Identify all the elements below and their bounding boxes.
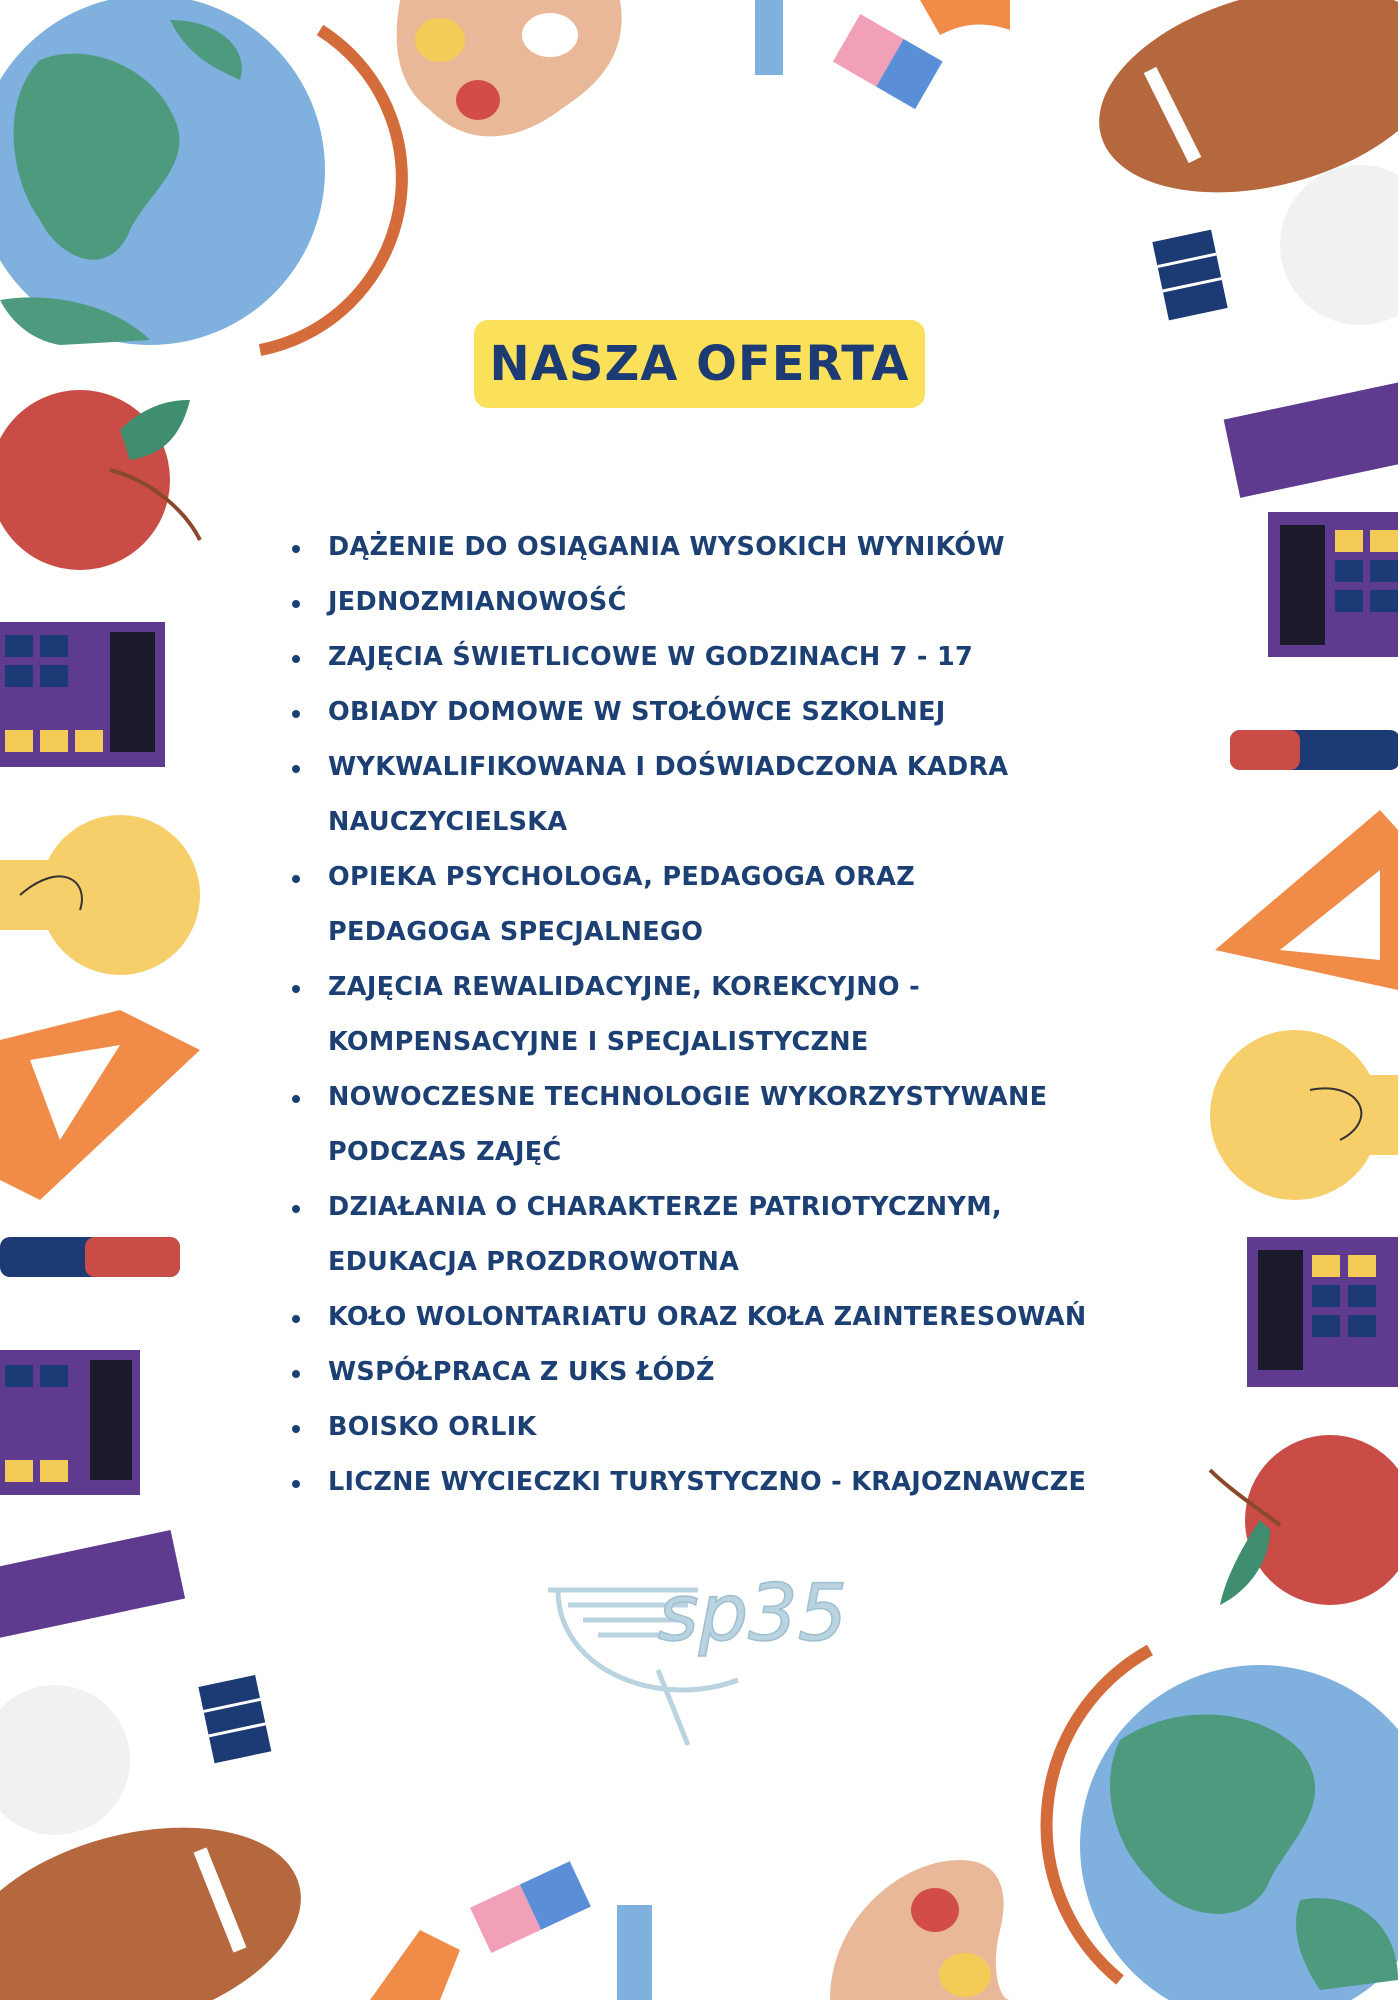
offer-item — [292, 630, 1142, 685]
offer-item-text-continued: KOMPENSACYJNE I SPECJALISTYCZNE — [328, 1027, 869, 1057]
offer-item-text-continued: NAUCZYCIELSKA — [328, 807, 568, 837]
bullet-icon — [292, 600, 300, 608]
lightbulb-icon — [0, 815, 200, 975]
offer-item — [292, 1400, 1142, 1455]
offer-item-text: DZIAŁANIA O CHARAKTERZE PATRIOTYCZNYM, — [328, 1192, 1002, 1222]
bullet-icon — [292, 655, 300, 663]
bullet-icon — [292, 545, 300, 553]
apple-icon — [0, 390, 200, 570]
binder-clip-icon — [1152, 230, 1227, 321]
bullet-icon — [292, 1095, 300, 1103]
offer-item — [292, 740, 1142, 850]
bullet-icon — [292, 765, 300, 773]
offer-item-text: DĄŻENIE DO OSIĄGANIA WYSOKICH WYNIKÓW — [328, 532, 1005, 562]
offer-item — [292, 850, 1142, 960]
palette-icon — [397, 0, 622, 136]
globe-icon — [1047, 1650, 1398, 2000]
school-logo-text: sp35 — [658, 1569, 848, 1659]
protractor-icon — [0, 1010, 200, 1200]
calculator-icon — [0, 1350, 140, 1495]
offer-item — [292, 575, 1142, 630]
protractor-icon — [370, 1930, 460, 2000]
title-banner — [474, 320, 925, 408]
offer-item-text: OPIEKA PSYCHOLOGA, PEDAGOGA ORAZ — [328, 862, 916, 892]
lightbulb-icon — [1210, 1030, 1398, 1200]
bullet-icon — [292, 1370, 300, 1378]
offer-item — [292, 1455, 1142, 1510]
baseball-icon — [0, 1685, 130, 1835]
page-title: NASZA OFERTA — [489, 336, 910, 392]
globe-icon — [0, 0, 402, 350]
protractor-icon — [920, 0, 1010, 35]
offer-item — [292, 1180, 1142, 1290]
bullet-icon — [292, 1425, 300, 1433]
calculator-icon — [1268, 512, 1398, 657]
offer-item — [292, 520, 1142, 575]
offer-item — [292, 685, 1142, 740]
offer-item-text: ZAJĘCIA ŚWIETLICOWE W GODZINACH 7 - 17 — [328, 642, 974, 672]
offer-item-text: LICZNE WYCIECZKI TURYSTYCZNO - KRAJOZNAWCZE — [328, 1467, 1087, 1497]
protractor-icon — [1215, 810, 1398, 990]
offer-item-text: JEDNOZMIANOWOŚĆ — [328, 587, 627, 617]
calculator-icon — [1247, 1237, 1398, 1387]
offer-item-text: ZAJĘCIA REWALIDACYJNE, KOREKCYJNO - — [328, 972, 920, 1002]
offer-item-text: WSPÓŁPRACA Z UKS ŁÓDŹ — [328, 1357, 715, 1387]
offer-item-text: OBIADY DOMOWE W STOŁÓWCE SZKOLNEJ — [328, 697, 946, 727]
binder-clip-icon — [198, 1675, 271, 1763]
offer-item-text: KOŁO WOLONTARIATU ORAZ KOŁA ZAINTERESOWAŃ — [328, 1302, 1087, 1332]
pencil-icon — [755, 0, 783, 75]
palette-icon — [830, 1860, 1010, 2000]
offer-list — [292, 520, 1142, 1510]
offer-item-text: NOWOCZESNE TECHNOLOGIE WYKORZYSTYWANE — [328, 1082, 1048, 1112]
ruler-icon — [0, 1530, 185, 1640]
offer-item — [292, 1290, 1142, 1345]
bullet-icon — [292, 710, 300, 718]
bullet-icon — [292, 1480, 300, 1488]
offer-item-text-continued: PEDAGOGA SPECJALNEGO — [328, 917, 704, 947]
offer-item-text-continued: EDUKACJA PROZDROWOTNA — [328, 1247, 740, 1277]
offer-item-text: BOISKO ORLIK — [328, 1412, 537, 1442]
offer-item-text-continued: PODCZAS ZAJĘĆ — [328, 1137, 562, 1167]
offer-item — [292, 960, 1142, 1070]
offer-item — [292, 1070, 1142, 1180]
marker-icon — [1230, 730, 1398, 770]
offer-item — [292, 1345, 1142, 1400]
baseball-icon — [1280, 165, 1398, 325]
eraser-icon — [833, 14, 943, 109]
calculator-icon — [0, 622, 165, 767]
apple-icon — [1210, 1435, 1398, 1605]
bullet-icon — [292, 1315, 300, 1323]
bullet-icon — [292, 1205, 300, 1213]
marker-icon — [0, 1237, 180, 1277]
bullet-icon — [292, 985, 300, 993]
ruler-icon — [1224, 382, 1398, 498]
offer-item-text: WYKWALIFIKOWANA I DOŚWIADCZONA KADRA — [328, 752, 1009, 782]
pencil-icon — [617, 1905, 652, 2000]
eraser-icon — [470, 1861, 591, 1953]
school-logo — [538, 1530, 848, 1745]
bullet-icon — [292, 875, 300, 883]
